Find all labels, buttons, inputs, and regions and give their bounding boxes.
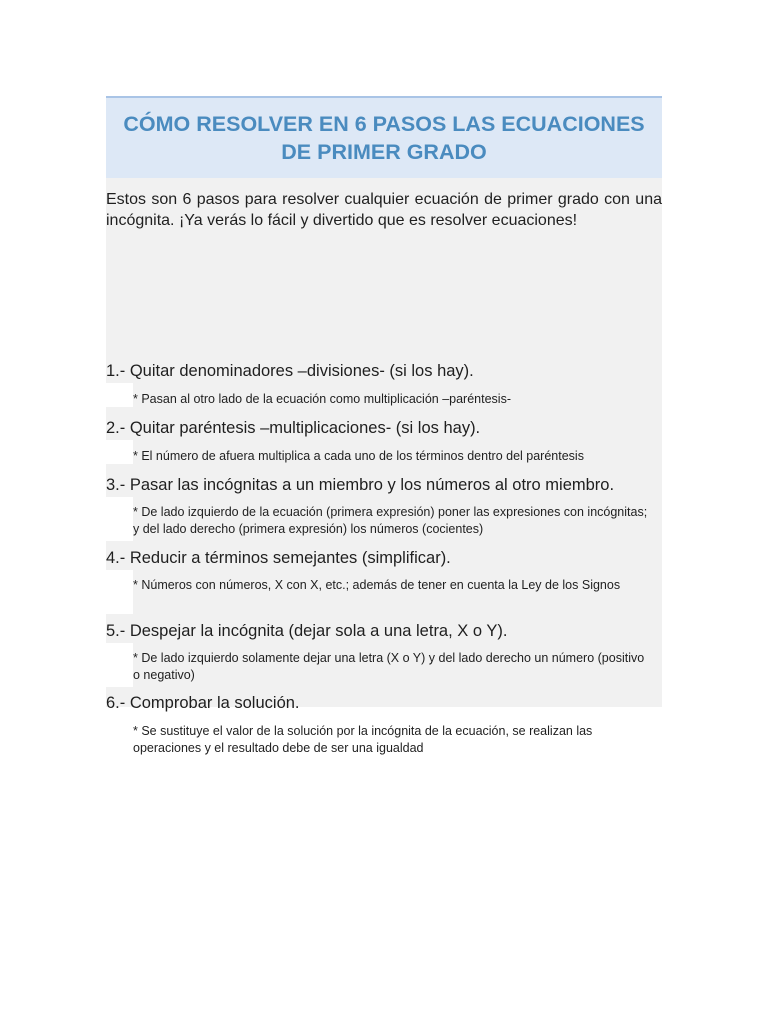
indent-gap [106, 440, 133, 464]
step-note: * De lado izquierdo solamente dejar una letra (X o Y) y del lado derecho un número (positivo o negativo) [133, 651, 645, 682]
title-banner [106, 96, 662, 178]
step-note: * El número de afuera multiplica a cada uno de los términos dentro del paréntesis [133, 449, 584, 463]
step-title: 1.- Quitar denominadores –divisiones- (si los hay). [106, 362, 474, 380]
indent-gap [106, 643, 133, 687]
step-title: 6.- Comprobar la solución. [106, 694, 300, 712]
indent-gap [106, 383, 133, 407]
indent-gap [106, 715, 133, 759]
document-title: CÓMO RESOLVER EN 6 PASOS LAS ECUACIONES DE PRIMER GRADO [123, 112, 645, 164]
content-area [106, 178, 662, 755]
indent-gap [106, 570, 133, 614]
step-note: * De lado izquierdo de la ecuación (primera expresión) poner las expresiones con incógnitas; y del lado derecho (primera expresión) los números (cocientes) [133, 505, 648, 536]
step-title: 3.- Pasar las incógnitas a un miembro y los números al otro miembro. [106, 476, 615, 494]
intro-paragraph: Estos son 6 pasos para resolver cualquier ecuación de primer grado con una incógnita. ¡Ya verás lo fácil y divertido que es resolver ecuaciones! [106, 191, 662, 229]
step-title: 4.- Reducir a términos semejantes (simplificar). [106, 549, 451, 567]
step-title: 5.- Despejar la incógnita (dejar sola a una letra, X o Y). [106, 622, 508, 640]
step-note: * Pasan al otro lado de la ecuación como multiplicación –paréntesis- [133, 392, 511, 406]
step-note: * Números con números, X con X, etc.; además de tener en cuenta la Ley de los Signos [133, 578, 621, 592]
indent-gap [106, 497, 133, 541]
step-title: 2.- Quitar paréntesis –multiplicaciones- (si los hay). [106, 419, 481, 437]
step-note: * Se sustituye el valor de la solución por la incógnita de la ecuación, se realizan las operaciones y el resultado debe de ser una igualdad [133, 724, 593, 755]
document-page [106, 96, 662, 755]
